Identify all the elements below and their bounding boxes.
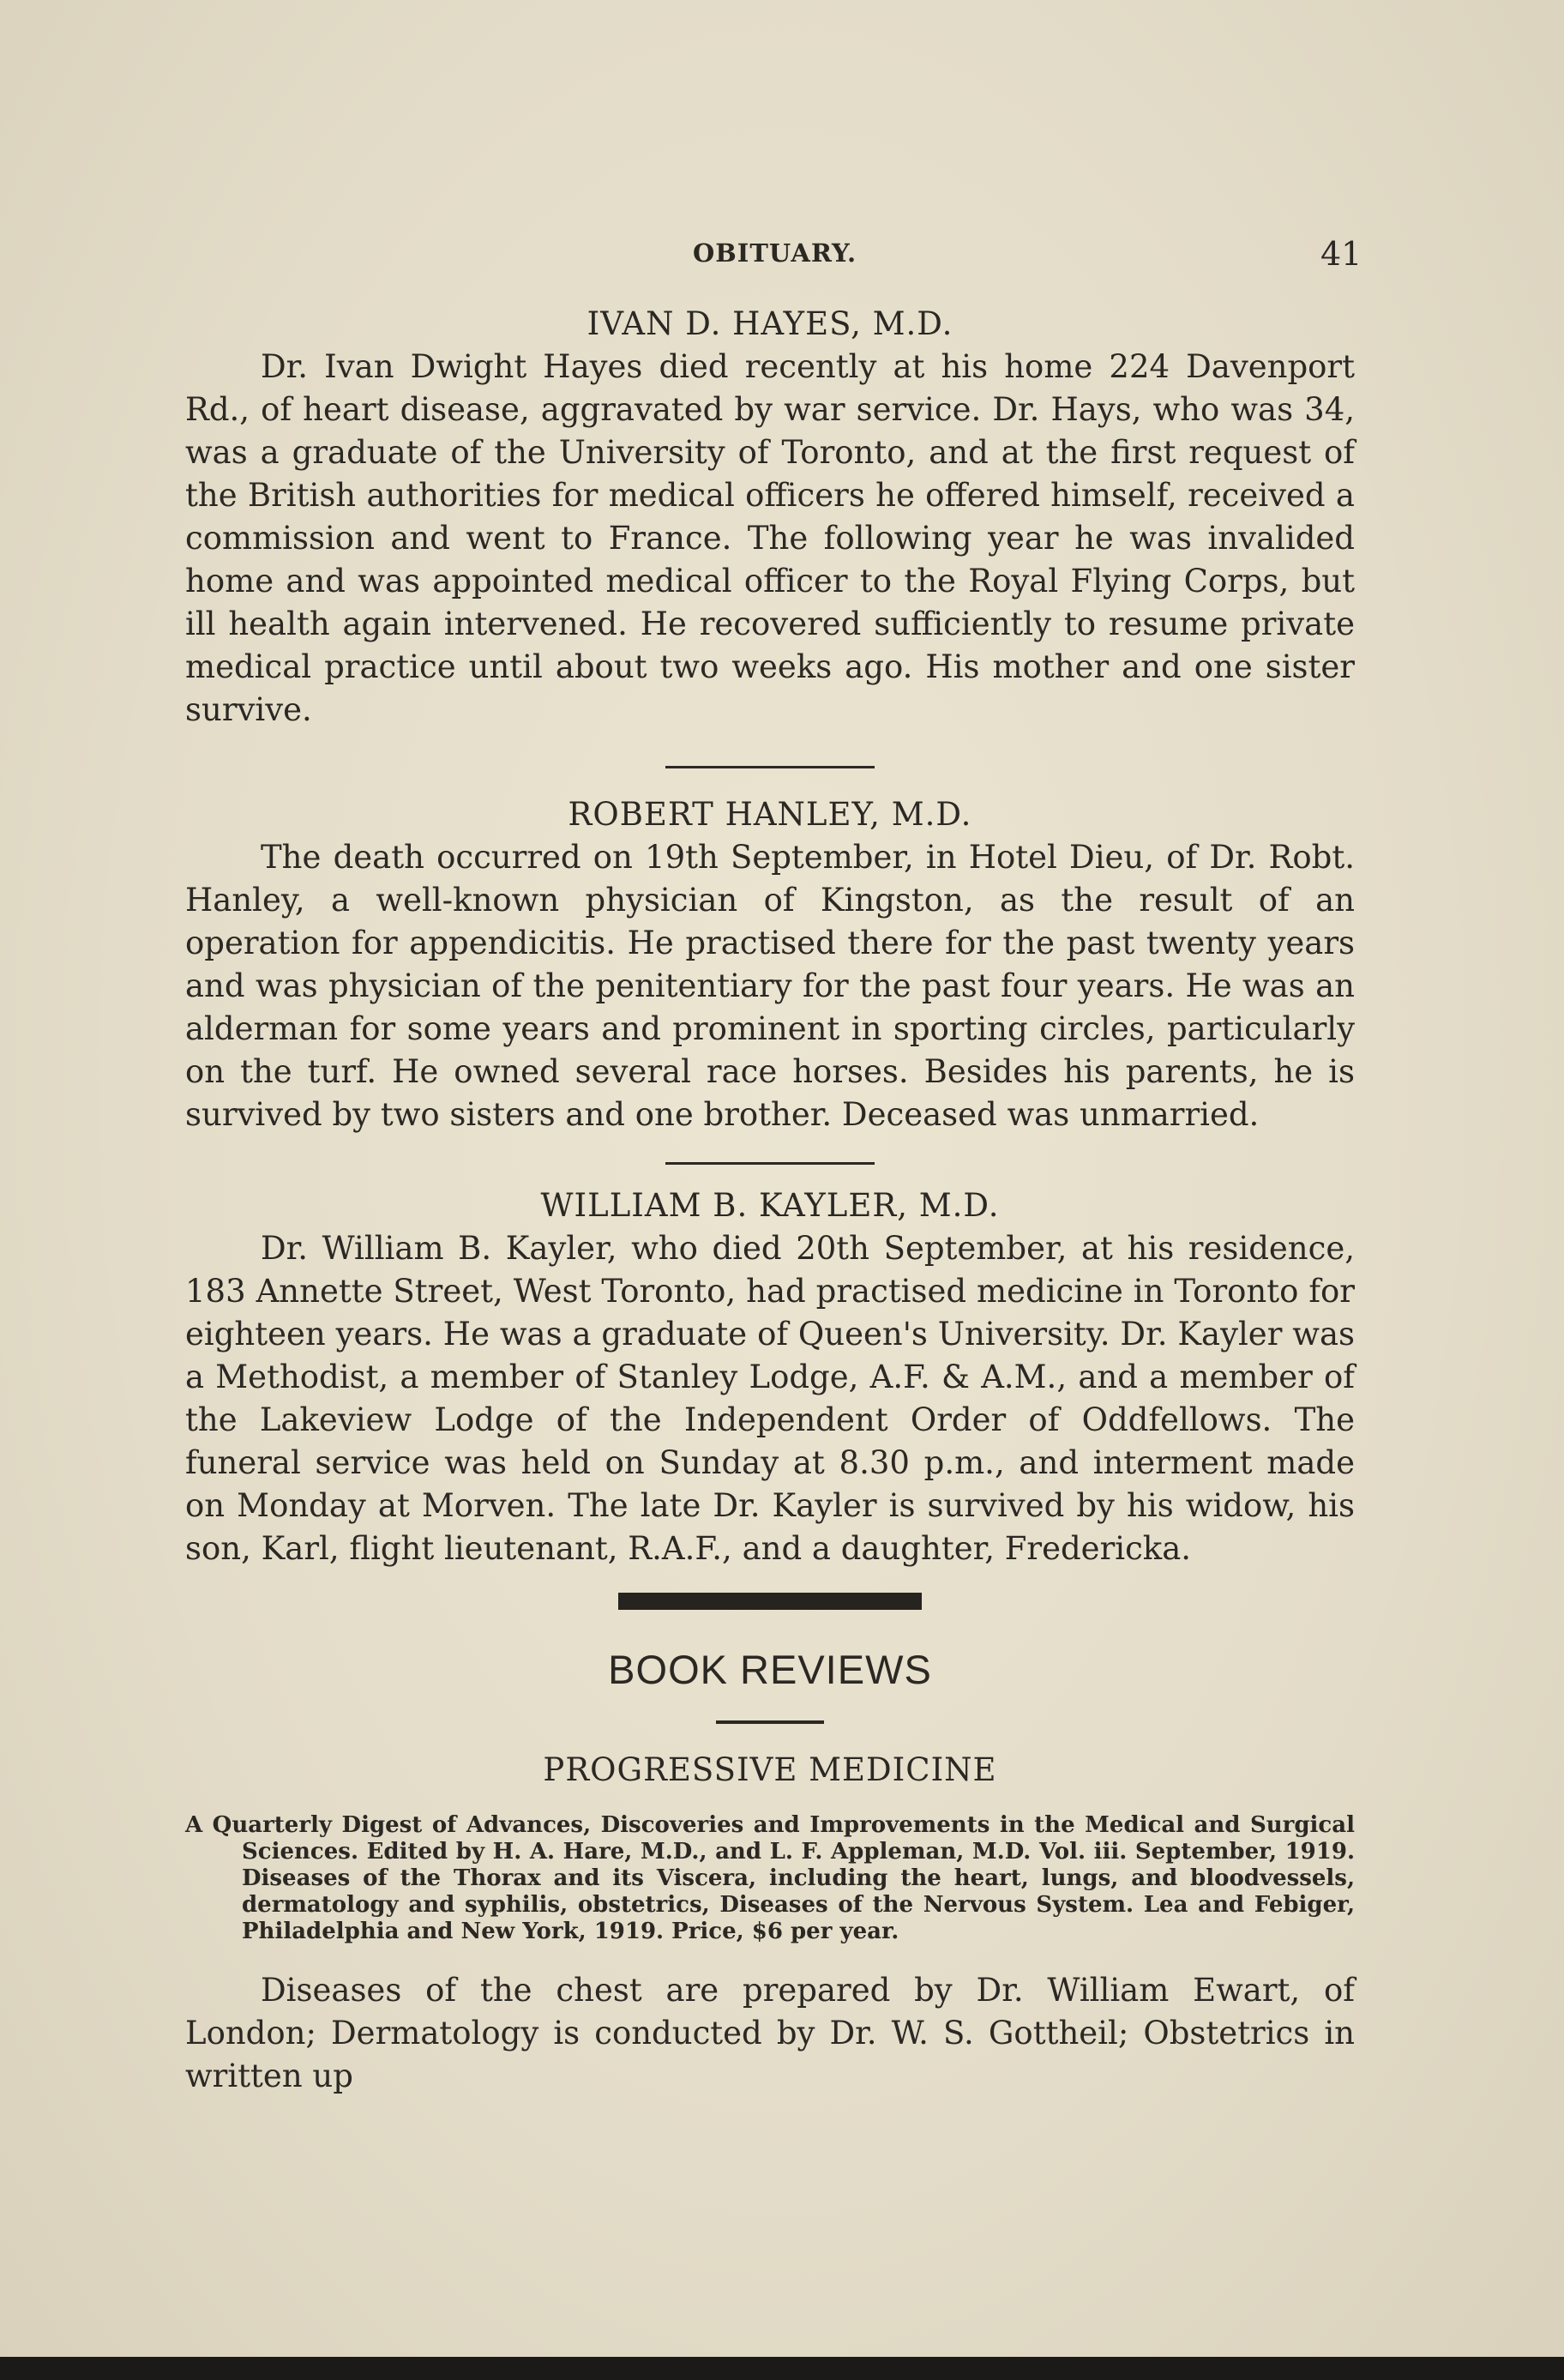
book-reviews-title: BOOK REVIEWS — [608, 1647, 932, 1692]
obituary-title-hayes: IVAN D. HAYES, M.D. — [586, 305, 953, 342]
obituary-title-kayler: WILLIAM B. KAYLER, M.D. — [540, 1187, 1000, 1224]
section-divider-bar — [618, 1593, 922, 1610]
obituary-text-hanley: The death occurred on 19th September, in Hotel Dieu, of Dr. Robt. Hanley, a well-known physician of Kingston, as the result of an operation for appendicitis. He practised there for the past twenty years and was physician of the penitentiary for the past four years. He was an alderman for some years and prominent in sporting circles, particularly on the turf. He owned several race horses. Besides his parents, he is survived by two sisters and one brother. Deceased was unmarried. — [185, 839, 1355, 1133]
obituary-text-hayes: Dr. Ivan Dwight Hayes died recently at his home 224 Davenport Rd., of heart disease, aggravated by war service. Dr. Hays, who was 34, was a graduate of the University of Toronto, and at the first request of the British authorities for medical officers he offered himself, received a commission and went to France. The following year he was invalided home and was appointed medical officer to the Royal Flying Corps, but ill health again intervened. He recovered sufficiently to resume private medical practice until about two weeks ago. His mother and one sister survive. — [185, 348, 1355, 728]
review-citation: A Quarterly Digest of Advances, Discoveries and Improvements in the Medical and Surgical Sciences. Edited by H. A. Hare, M.D., and L. F. Appleman, M.D. Vol. iii. September, 1919. Diseases of the Thorax and its Viscera, including the heart, lungs, and bloodvessels, dermatology and syphilis, obstetrics, Diseases of the Nervous System. Lea and Febiger, Philadelphia and New York, 1919. Price, $6 per year. — [185, 1812, 1355, 1944]
title-underline-rule — [716, 1720, 824, 1724]
running-head: OBITUARY. — [693, 238, 857, 268]
review-title: PROGRESSIVE MEDICINE — [543, 1751, 997, 1788]
page-content — [185, 305, 1355, 2098]
obituary-title-hanley: ROBERT HANLEY, M.D. — [568, 796, 972, 833]
page-bottom-edge — [0, 2357, 1564, 2380]
page-number: 41 — [1320, 235, 1362, 273]
divider-rule — [665, 766, 875, 768]
review-text: Diseases of the chest are prepared by Dr. William Ewart, of London; Dermatology is conducted by Dr. W. S. Gottheil; Obstetrics in written up — [185, 1972, 1355, 2094]
obituary-text-kayler: Dr. William B. Kayler, who died 20th September, at his residence, 183 Annette Street, West Toronto, had practised medicine in Toronto for eighteen years. He was a graduate of Queen's University. Dr. Kayler was a Methodist, a member of Stanley Lodge, A.F. & A.M., and a member of the Lakeview Lodge of the Independent Order of Oddfellows. The funeral service was held on Sunday at 8.30 p.m., and interment made on Monday at Morven. The late Dr. Kayler is survived by his widow, his son, Karl, flight lieutenant, R.A.F., and a daughter, Fredericka. — [185, 1230, 1355, 1567]
divider-rule — [665, 1162, 875, 1165]
